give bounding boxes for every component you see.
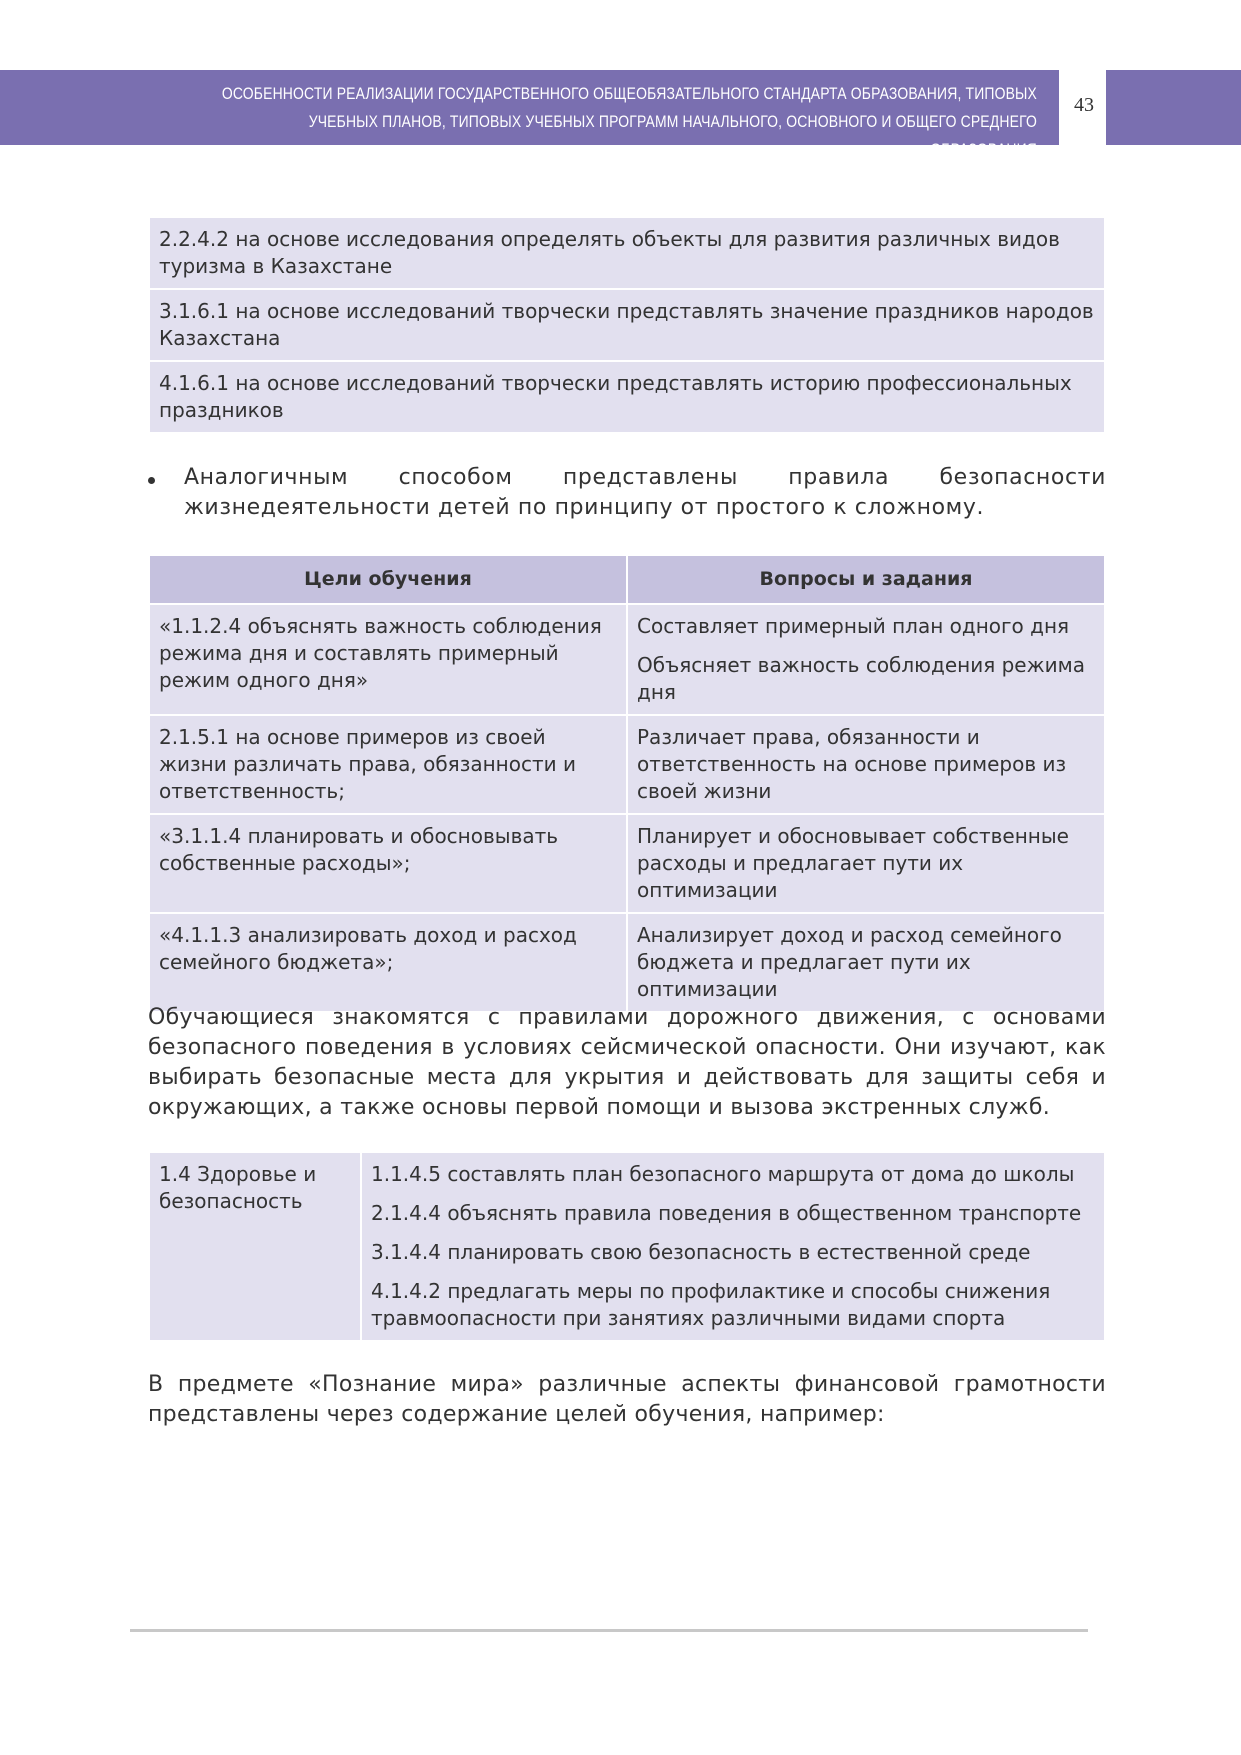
goal-cell: «1.1.2.4 объяснять важность соблюдения режима дня и составлять примерный режим одного дня»: [149, 604, 627, 715]
objective-text: 1.1.4.5 составлять план безопасного маршрута от дома до школы: [371, 1162, 1075, 1186]
table-row: [149, 1152, 1105, 1341]
tasks-cell: [627, 604, 1105, 715]
table-row: [149, 217, 1105, 289]
header-title-line-2: УЧЕБНЫХ ПЛАНОВ, ТИПОВЫХ УЧЕБНЫХ ПРОГРАММ НАЧАЛЬНОГО, ОСНОВНОГО И ОБЩЕГО СРЕДНЕГО ОБРАЗОВАНИЯ: [308, 112, 1037, 159]
task-text: Планирует и обосновывает собственные расходы и предлагает пути их оптимизации: [637, 824, 1069, 902]
bullet-icon: [148, 477, 155, 484]
objective-text: 4.1.4.2 предлагать меры по профилактике и способы снижения травмоопасности при занятиях различными видами спорта: [371, 1279, 1051, 1330]
health-safety-table: [148, 1151, 1106, 1342]
task-text: Анализирует доход и расход семейного бюджета и предлагает пути их оптимизации: [637, 923, 1062, 1001]
table-row: [149, 715, 1105, 814]
objective-text: 2.1.4.4 объяснять правила поведения в общественном транспорте: [371, 1201, 1082, 1225]
objective-text: 3.1.4.4 планировать свою безопасность в естественной среде: [371, 1240, 1031, 1264]
table-row: [149, 913, 1105, 1012]
header-tab: [1106, 70, 1241, 145]
goal-cell: «3.1.1.4 планировать и обосновывать собственные расходы»;: [149, 814, 627, 913]
goal-cell: «4.1.1.3 анализировать доход и расход семейного бюджета»;: [149, 913, 627, 1012]
table-cell: 3.1.6.1 на основе исследований творчески представлять значение праздников народов Казахстана: [149, 289, 1105, 361]
section-cell: 1.4 Здоровье и безопасность: [149, 1152, 361, 1341]
table-row: [149, 604, 1105, 715]
table-header-row: [149, 555, 1105, 604]
body-paragraph-2: В предмете «Познание мира» различные аспекты финансовой грамотности представлены через содержание целей обучения, например:: [148, 1372, 1106, 1427]
bullet-item: [148, 463, 1106, 523]
body-paragraph-1: Обучающиеся знакомятся с правилами дорожного движения, с основами безопасного поведения в условиях сейсмической опасности. Они изучают, как выбирать безопасные места для укрытия и действовать для защиты себя и окружающих, а также основы первой помощи и вызова экстренных служб.: [148, 1005, 1106, 1120]
table-row: [149, 814, 1105, 913]
header-title-line-1: ОСОБЕННОСТИ РЕАЛИЗАЦИИ ГОСУДАРСТВЕННОГО ОБЩЕОБЯЗАТЕЛЬНОГО СТАНДАРТА ОБРАЗОВАНИЯ, ТИПОВЫХ: [221, 84, 1037, 103]
tasks-cell: [627, 814, 1105, 913]
goal-cell: 2.1.5.1 на основе примеров из своей жизни различать права, обязанности и ответственность;: [149, 715, 627, 814]
column-header-tasks: Вопросы и задания: [627, 555, 1105, 604]
bullet-text: Аналогичным способом представлены правила безопасности жизнедеятельности детей по принципу от простого к сложному.: [184, 465, 1106, 520]
goals-tasks-table: [148, 554, 1106, 1013]
task-text: Различает права, обязанности и ответственность на основе примеров из своей жизни: [637, 725, 1067, 803]
table-row: [149, 289, 1105, 361]
tasks-cell: [627, 913, 1105, 1012]
page-number: 43: [1074, 94, 1094, 116]
footer-rule: [130, 1629, 1088, 1632]
tasks-cell: [627, 715, 1105, 814]
items-cell: [361, 1152, 1105, 1341]
table-row: [149, 361, 1105, 433]
table-cell: 2.2.4.2 на основе исследования определять объекты для развития различных видов туризма в Казахстане: [149, 217, 1105, 289]
header-band: [0, 70, 1059, 159]
column-header-goals: Цели обучения: [149, 555, 627, 604]
table-cell: 4.1.6.1 на основе исследований творчески представлять историю профессиональных праздников: [149, 361, 1105, 433]
header-title: [217, 80, 1037, 164]
objectives-table-1: [148, 216, 1106, 434]
task-text: Составляет примерный план одного дня: [637, 614, 1070, 638]
task-text: Объясняет важность соблюдения режима дня: [637, 653, 1085, 704]
